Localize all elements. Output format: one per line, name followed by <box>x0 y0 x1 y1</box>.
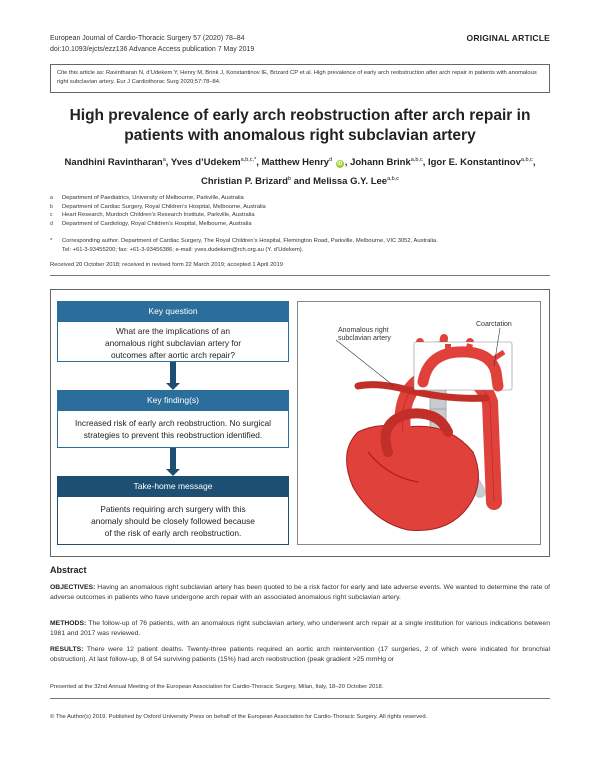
author-name[interactable]: Christian P. Brizard <box>200 176 288 187</box>
author-affiliation-mark: a,b,c <box>387 176 400 182</box>
journal-line: European Journal of Cardio-Thoracic Surgery 57 (2020) 78–84 <box>50 35 245 42</box>
author-name[interactable]: Melissa G.Y. Lee <box>313 176 388 187</box>
journal-header <box>50 33 254 55</box>
author-list <box>50 152 550 190</box>
article-title: High prevalence of early arch reobstruction after arch repair in patients with anomalous right subclavian artery <box>69 107 531 144</box>
affiliation-c: c Heart Research, Murdoch Children’s Research Institute, Parkville, Australia <box>50 212 255 219</box>
key-question-text: What are the implications of an anomalous right subclavian artery for outcomes after aortic arch repair? <box>57 321 289 362</box>
author-separator: and <box>290 176 314 187</box>
author-affiliation-mark: d <box>329 157 333 163</box>
author-affiliation-mark: a,b,c,* <box>240 157 257 163</box>
abstract-objectives: OBJECTIVES: Having an anomalous right subclavian artery has been quoted to be a risk factor for early and late adverse events. We wanted to determine the rate of adverse outcomes in patients who have undergone arch repair with an associated anomalous right subclavian artery. <box>50 584 550 601</box>
heart-shape <box>347 425 479 530</box>
affiliation-a: a Department of Paediatrics, University of Melbourne, Parkville, Australia <box>50 195 244 201</box>
arch-label: Ao <box>458 368 466 374</box>
anomalous-label-line2: subclavian artery <box>338 335 391 342</box>
citation-text: Ravintharan N, d’Udekem Y, Henry M, Brink J, Konstantinov IE, Brizard CP et al. High prevalence of early arch reobstruction after arch repair in patients with anomalous right subclavian artery. Eur J Cardiothorac Surg 2020;57:78–84. <box>57 70 537 85</box>
author-name[interactable]: Yves d’Udekem <box>170 157 241 168</box>
orcid-icon[interactable]: iD <box>337 161 343 167</box>
take-home-text: Patients requiring arch surgery with this anomaly should be closely followed because of the risk of early arch reobstruction. <box>57 496 289 545</box>
copyright: © The Author(s) 2019. Published by Oxford University Press on behalf of the European Association for Cardio-Thoracic Surgery. All rights reserved. <box>50 714 428 720</box>
down-arrow-icon <box>166 362 180 390</box>
key-findings-text: Increased risk of early arch reobstruction. No surgical strategies to prevent this reobstruction identified. <box>57 410 289 448</box>
author-name[interactable]: Igor E. Konstantinov <box>427 157 521 168</box>
citation-prefix: Cite this article as: <box>57 70 106 76</box>
anomalous-label-line1: Anomalous right <box>338 327 389 334</box>
corresponding-author: * Corresponding author. Department of Cardiac Surgery, The Royal Children’s Hospital, Flemington Road, Parkville, Melbourne, VIC 3052, Australia. Tel: +61-3-93455200; fax: +61-3-93456386; e-mail: yves.dudekem@rch.org.au (Y. d’Udekem). <box>50 238 438 253</box>
abstract-heading: Abstract <box>50 565 87 575</box>
author-affiliation-mark: a,b,c <box>520 157 533 163</box>
author-affiliation-mark: a <box>162 157 166 163</box>
abstract-methods: METHODS: The follow-up of 76 patients, with an anomalous right subclavian artery, who underwent arch repair at a single institution for various indications between 1981 and 2017 was reviewed. <box>50 620 550 637</box>
author-name[interactable]: Johann Brink <box>350 157 411 168</box>
coarctation-label: Coarctation <box>476 321 512 328</box>
author-separator: , <box>344 157 351 168</box>
author-separator: , <box>532 157 536 168</box>
doi-line: doi:10.1093/ejcts/ezz136 Advance Access publication 7 May 2019 <box>50 46 255 53</box>
divider <box>50 275 550 276</box>
author-separator: , <box>422 157 428 168</box>
author-separator: , <box>165 157 171 168</box>
author-separator: , <box>256 157 262 168</box>
citation-box <box>50 64 550 93</box>
key-question-heading: Key question <box>57 301 289 321</box>
abstract-results: RESULTS: There were 12 patient deaths. Twenty-three patients required an aortic arch reintervention (17 surgeries, 2 of which were indicated for bronchial obstruction). At last follow-up, 8 of 54 surviving patients (15%) had arch reobstruction (peak gradient >25 mmHg or <box>50 646 550 663</box>
affiliation-d: d Department of Cardiology, Royal Children’s Hospital, Melbourne, Australia <box>50 220 252 227</box>
author-name[interactable]: Matthew Henry <box>261 157 330 168</box>
footer-divider <box>50 698 550 699</box>
affiliations <box>50 194 550 228</box>
author-affiliation-mark: a,b,c <box>410 157 423 163</box>
article-type: ORIGINAL ARTICLE <box>466 33 550 43</box>
heart-illustration <box>297 301 541 545</box>
affiliation-b: b Department of Cardiac Surgery, Royal Children’s Hospital, Melbourne, Australia <box>50 203 266 210</box>
heart-diagram <box>298 302 541 545</box>
down-arrow-icon <box>166 448 180 476</box>
presented-note: Presented at the 32nd Annual Meeting of the European Association for Cardio-Thoracic Surgery, Milan, Italy, 18–20 October 2018. <box>50 684 384 690</box>
author-affiliation-mark: b <box>287 176 291 182</box>
graphical-abstract <box>50 289 550 557</box>
received-dates: Received 20 October 2018; received in revised form 22 March 2019; accepted 1 April 2019 <box>50 262 283 268</box>
author-name[interactable]: Nandhini Ravintharan <box>64 157 163 168</box>
key-findings-heading: Key finding(s) <box>57 390 289 410</box>
take-home-heading: Take-home message <box>57 476 289 496</box>
